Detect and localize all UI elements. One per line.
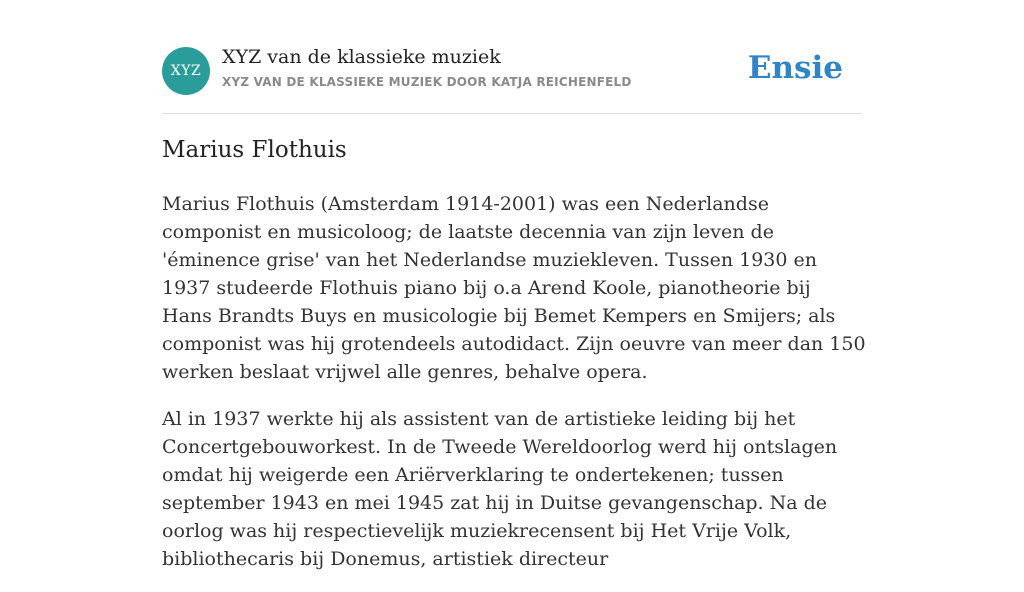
blog-header xyxy=(162,0,862,114)
article-paragraph: Marius Flothuis (Amsterdam 1914-2001) was een Nederlandse componist en musicoloog; de laatste decennia van zijn leven de 'éminence grise' van het Nederlandse muziekleven. Tussen 1930 en 1937 studeerde Flothuis piano bij o.a Arend Koole, pianotheorie bij Hans Brandts Buys en musicologie bij Bemet Kempers en Smijers; als componist was hij grotendeels autodidact. Zijn oeuvre van meer dan 150 werken beslaat vrijwel alle genres, behalve opera. xyxy=(162,193,866,383)
blog-avatar[interactable]: XYZ xyxy=(162,47,210,95)
content-column xyxy=(162,0,866,570)
article-title: Marius Flothuis xyxy=(162,137,347,163)
article-paragraph: Al in 1937 werkte hij als assistent van de artistieke leiding bij het Concertgebouworkest. In de Tweede Wereldoorlog werd hij ontslagen omdat hij weigerde een Ariërverklaring te ondertekenen; tussen september 1943 en mei 1945 zat hij in Duitse gevangenschap. Na de oorlog was hij respectievelijk muziekrecensent bij Het Vrije Volk, bibliothecaris bij Donemus, artistiek directeur xyxy=(162,408,838,570)
article-body xyxy=(162,190,866,592)
blog-subtitle: XYZ VAN DE KLASSIEKE MUZIEK DOOR KATJA REICHENFELD xyxy=(222,75,632,89)
ensie-logo[interactable]: Ensie xyxy=(747,50,843,86)
blog-title[interactable]: XYZ van de klassieke muziek xyxy=(222,46,501,68)
